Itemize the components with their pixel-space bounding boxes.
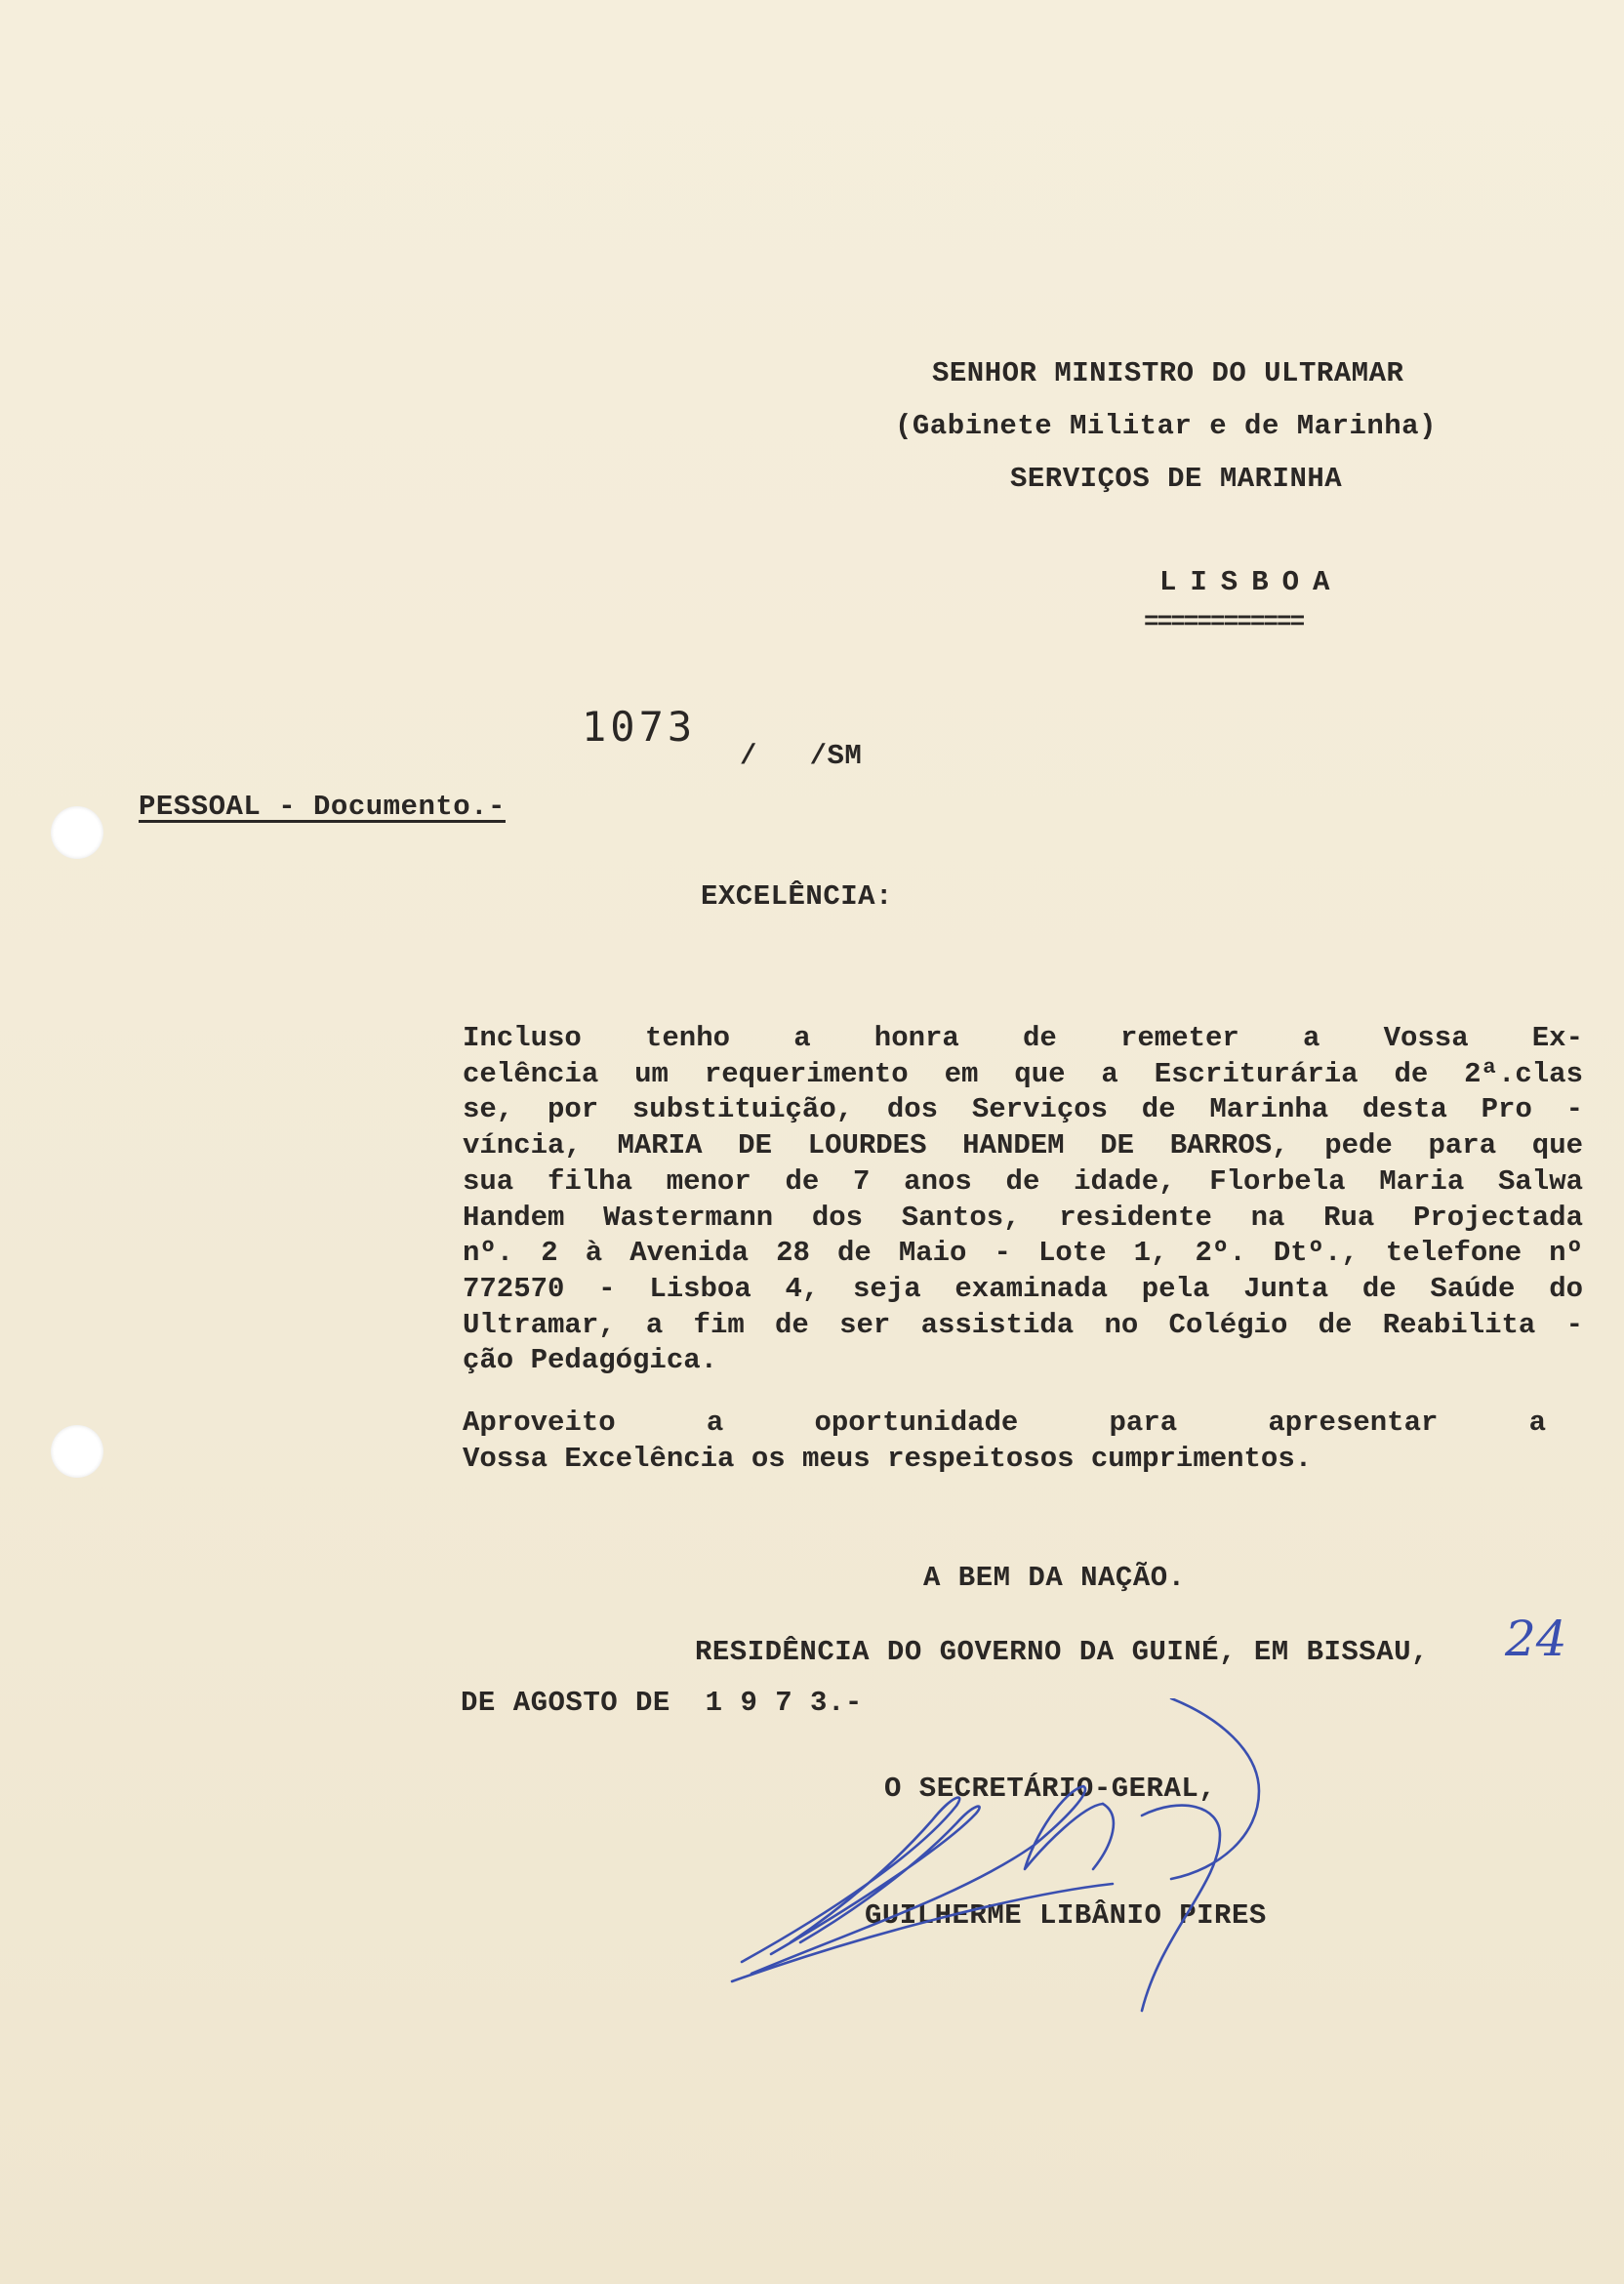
body-line: se, por substituição, dos Serviços de Marinha desta Pro - (463, 1093, 1583, 1126)
signature-stroke (751, 1786, 1103, 1974)
signature-stroke (1171, 1698, 1259, 1879)
signature-stroke (771, 1807, 980, 1954)
closing-paragraph (463, 1406, 1546, 1477)
body-line: víncia, MARIA DE LOURDES HANDEM DE BARROS, pede para que (463, 1129, 1583, 1162)
signature-stroke (742, 1798, 959, 1962)
place-line: RESIDÊNCIA DO GOVERNO DA GUINÉ, EM BISSAU, (695, 1636, 1429, 1668)
handwritten-signature (712, 1698, 1318, 2030)
addressee-line-1: SENHOR MINISTRO DO ULTRAMAR (932, 357, 1404, 389)
body-line: celência um requerimento em que a Escriturária de 2ª.clas (463, 1057, 1583, 1090)
punch-hole-top (51, 806, 103, 859)
addressee-city: LISBOA (1159, 566, 1344, 598)
body-line: Incluso tenho a honra de remeter a Vossa Ex- (463, 1022, 1583, 1054)
signatory-name: GUILHERME LIBÂNIO PIRES (865, 1899, 1267, 1932)
salutation: EXCELÊNCIA: (701, 880, 893, 913)
closing-line: Vossa Excelência os meus respeitosos cumprimentos. (463, 1442, 1313, 1475)
body-line: sua filha menor de 7 anos de idade, Florbela Maria Salwa (463, 1164, 1583, 1198)
closing-line: Aproveito a oportunidade para apresentar a (463, 1407, 1546, 1439)
signatory-title: O SECRETÁRIO-GERAL, (884, 1773, 1217, 1805)
punch-hole-bottom (51, 1425, 103, 1478)
body-line: 772570 - Lisboa 4, seja examinada pela Junta de Saúde do (463, 1272, 1583, 1305)
handwritten-day: 24 (1505, 1611, 1567, 1667)
addressee-line-2: (Gabinete Militar e de Marinha) (895, 410, 1437, 442)
reference-suffix: / /SM (740, 740, 863, 772)
addressee-line-3: SERVIÇOS DE MARINHA (1010, 463, 1343, 495)
subject-line: PESSOAL - Documento.- (139, 791, 506, 823)
body-line: nº. 2 à Avenida 28 de Maio - Lote 1, 2º. Dtº., telefone nº (463, 1237, 1583, 1270)
body-line: Ultramar, a fim de ser assistida no Colégio de Reabilita - (463, 1308, 1583, 1341)
motto: A BEM DA NAÇÃO. (923, 1562, 1186, 1594)
signature-stroke (1093, 1804, 1114, 1869)
body-line: ção Pedagógica. (463, 1344, 718, 1377)
signature-stroke (732, 1884, 1113, 1981)
reference-number: 1073 (582, 703, 697, 751)
city-double-rule: ============ (1144, 607, 1304, 636)
body-line: Handem Wastermann dos Santos, residente na Rua Projectada (463, 1201, 1583, 1234)
date-line: DE AGOSTO DE 1 9 7 3.- (461, 1687, 863, 1719)
signature-stroke (1142, 1806, 1220, 2011)
body-paragraph (463, 1021, 1583, 1379)
